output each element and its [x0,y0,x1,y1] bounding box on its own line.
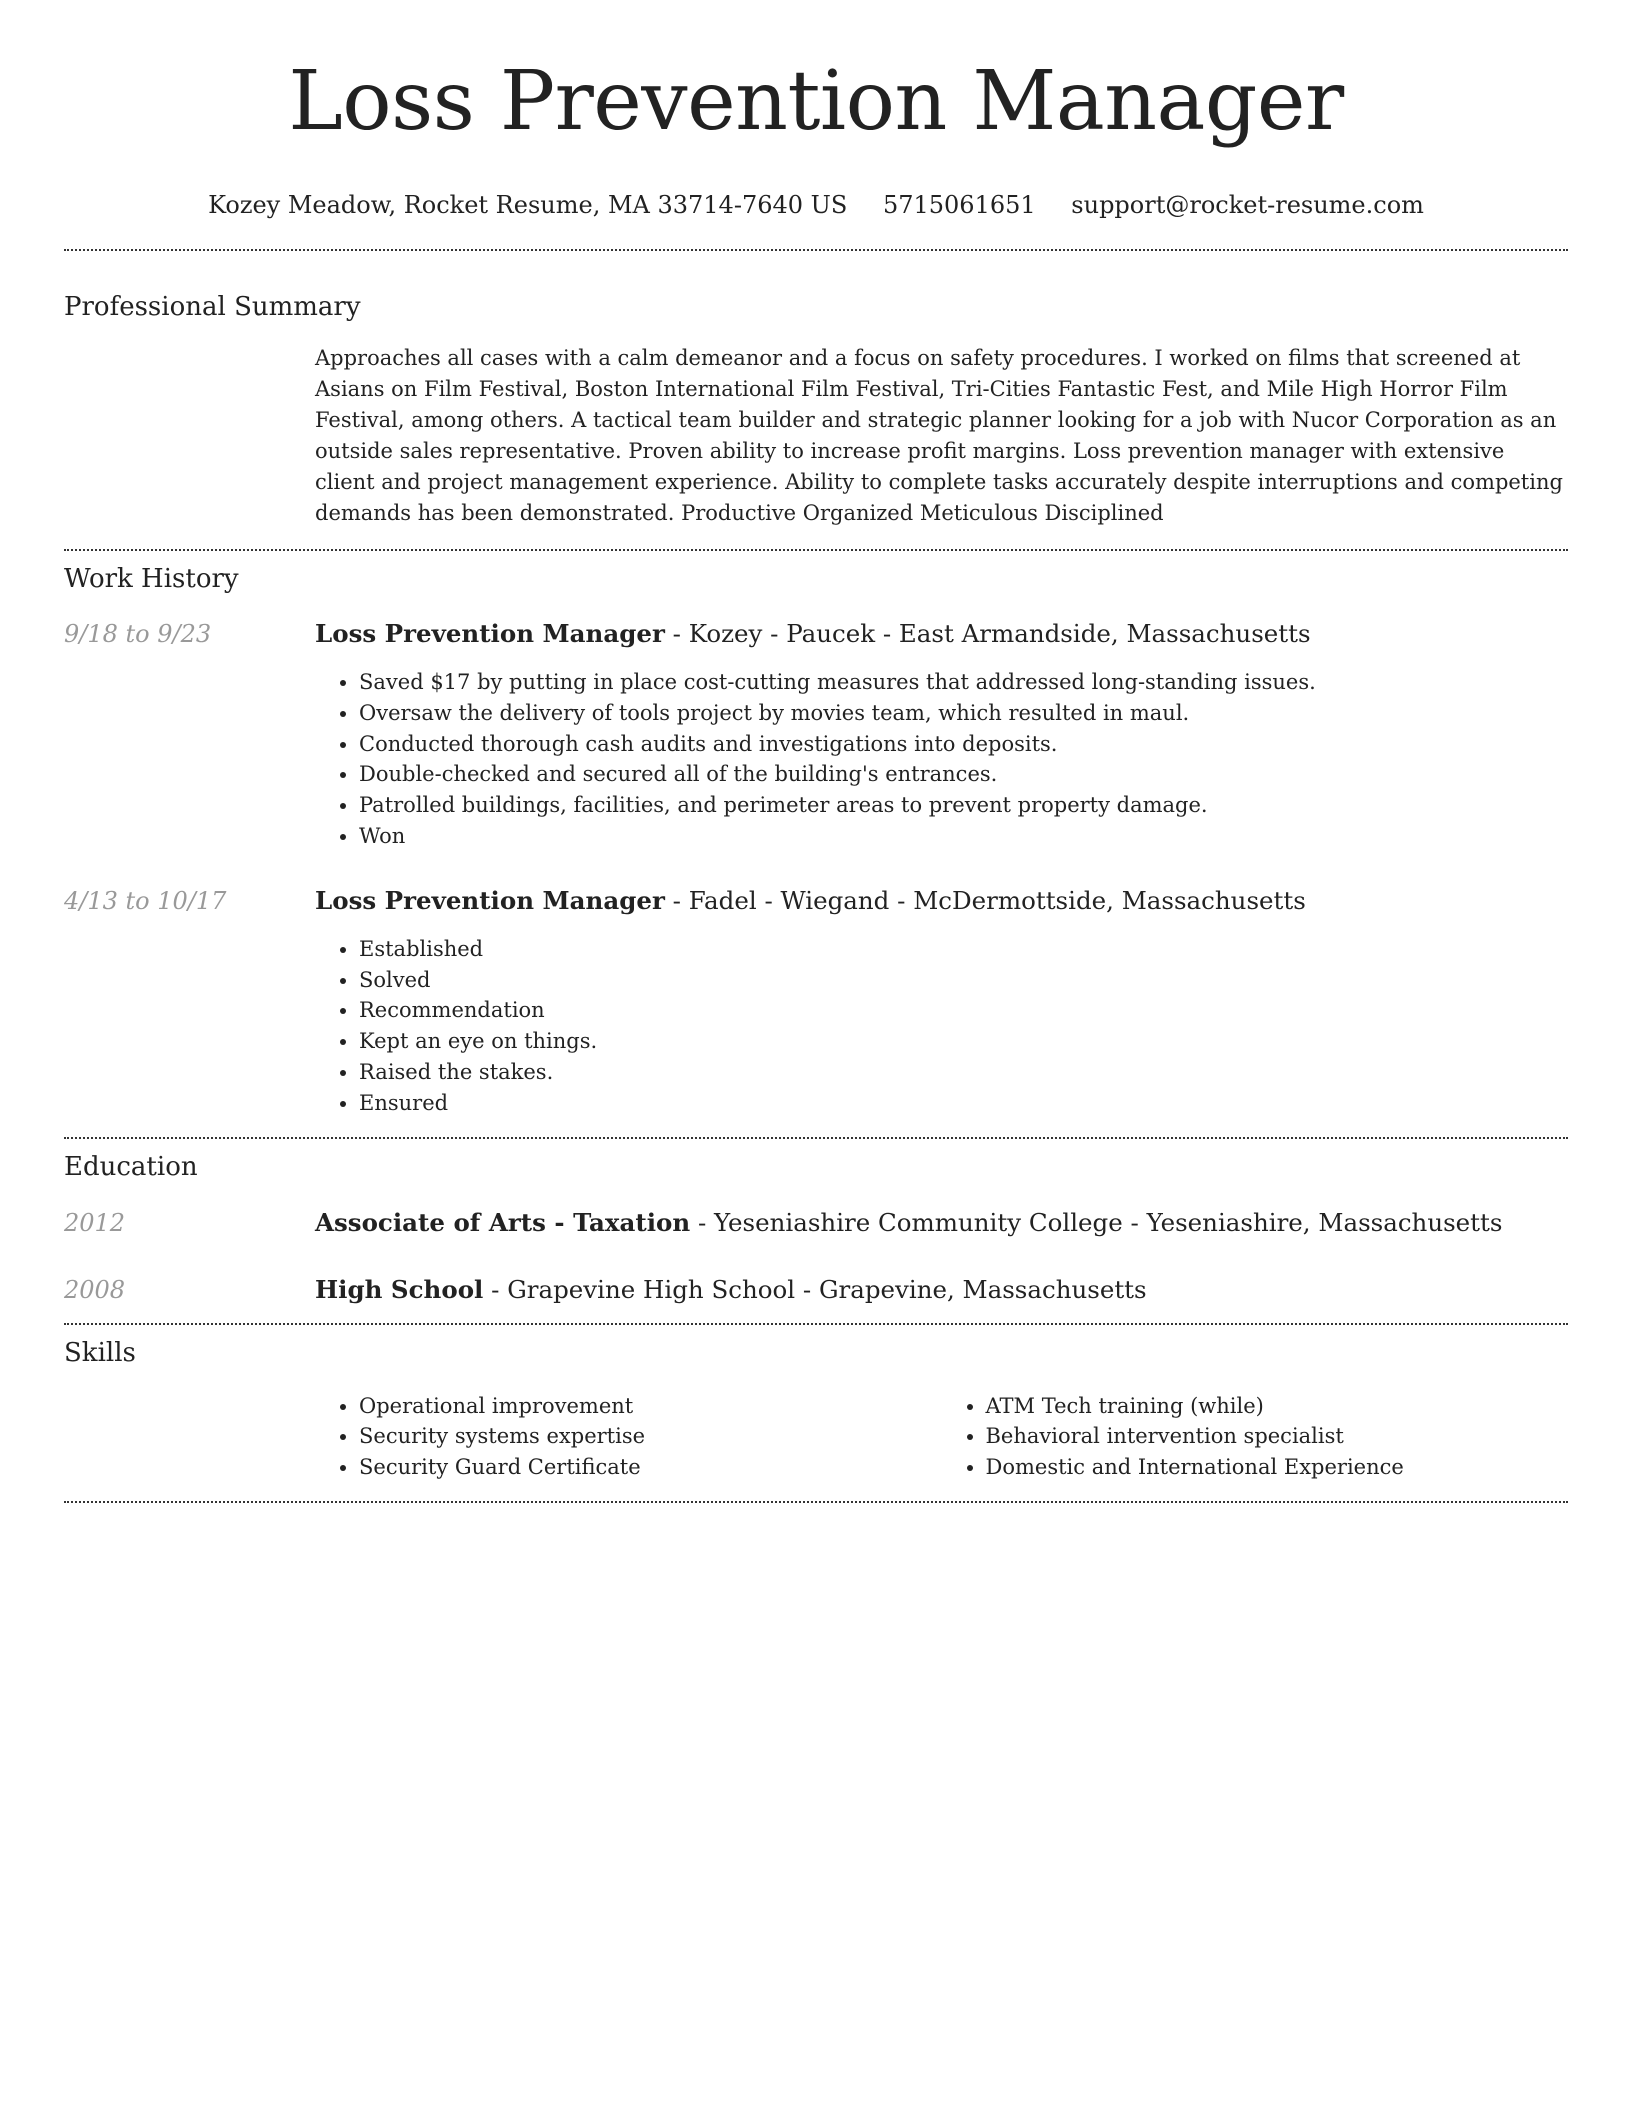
job-bullet: • Established [359,934,1568,965]
job-heading [315,619,1568,649]
job-bullet: • Recommendation [359,995,1568,1026]
education-entry [64,1275,1568,1305]
job-bullet: • Won [359,821,1568,852]
job-heading [315,886,1568,916]
job-dates: 4/13 to 10/17 [64,886,227,915]
section-title-summary: Professional Summary [64,292,361,322]
work-history-section [64,563,1568,1119]
education-degree: High School [315,1274,484,1304]
education-entry [64,1208,1568,1238]
skill-item: • Behavioral intervention specialist [986,1421,1569,1452]
resume-page [64,0,1568,1503]
education-details: - Grapevine High School - Grapevine, Massachusetts [483,1274,1147,1304]
skill-item: • Domestic and International Experience [986,1452,1569,1483]
job-bullet: • Saved $17 by putting in place cost-cutting measures that addressed long-standing issues. [359,667,1568,698]
job-entry [64,619,1568,852]
education-details: - Yeseniashire Community College - Yeseniashire, Massachusetts [690,1207,1503,1237]
contact-phone: 5715061651 [882,191,1036,219]
job-title: Loss Prevention Manager [315,885,665,915]
job-bullet: • Ensured [359,1088,1568,1119]
skills-columns [315,1391,1568,1483]
job-bullets [315,667,1568,852]
skill-item: • Security systems expertise [359,1421,942,1452]
divider [64,549,1568,551]
skills-section [64,1337,1568,1483]
job-bullet: • Conducted thorough cash audits and investigations into deposits. [359,729,1568,760]
education-degree: Associate of Arts - Taxation [315,1207,691,1237]
job-entry [64,886,1568,1119]
section-title-work: Work History [64,564,239,594]
section-title-skills: Skills [64,1337,136,1368]
job-bullet: • Patrolled buildings, facilities, and perimeter areas to prevent property damage. [359,790,1568,821]
job-bullet: • Double-checked and secured all of the building's entrances. [359,759,1568,790]
skill-item: • Operational improvement [359,1391,942,1422]
education-heading [315,1275,1568,1305]
job-bullets [315,934,1568,1119]
section-title-education: Education [64,1151,198,1182]
contact-email: support@rocket-resume.com [1071,191,1424,219]
divider [64,1501,1568,1503]
job-dates: 9/18 to 9/23 [64,620,212,648]
summary-section [64,291,1568,529]
job-details: - Fadel - Wiegand - McDermottside, Massachusetts [664,885,1306,915]
job-bullet: • Raised the stakes. [359,1057,1568,1088]
job-bullet: • Solved [359,965,1568,996]
job-bullet: • Kept an eye on things. [359,1026,1568,1057]
skills-list-right [942,1391,1569,1483]
resume-title: Loss Prevention Manager [288,54,1344,149]
skill-item: • ATM Tech training (while) [986,1391,1569,1422]
education-heading [315,1208,1568,1238]
divider [64,1323,1568,1325]
summary-text: Approaches all cases with a calm demeanor and a focus on safety procedures. I worked on films that screened at Asians on Film Festival, Boston International Film Festival, Tri-Cities Fantastic Fest, and Mile High Horror Film Festival, among others. A tactical team builder and strategic planner looking for a job with Nucor Corporation as an outside sales representative. Proven ability to increase profit margins. Loss prevention manager with extensive client and project management experience. Ability to complete tasks accurately despite interruptions and competing demands has been demonstrated. Productive Organized Meticulous Disciplined [315,346,1563,525]
divider [64,1137,1568,1139]
education-year: 2012 [64,1208,126,1237]
skills-list-left [315,1391,942,1483]
contact-line [64,190,1568,220]
job-bullet: • Oversaw the delivery of tools project by movies team, which resulted in maul. [359,698,1568,729]
job-title: Loss Prevention Manager [315,619,665,648]
education-section [64,1151,1568,1305]
education-year: 2008 [64,1275,126,1304]
skill-item: • Security Guard Certificate [359,1452,942,1483]
contact-address: Kozey Meadow, Rocket Resume, MA 33714-7640 US [208,191,848,219]
divider [64,249,1568,251]
job-details: - Kozey - Paucek - East Armandside, Massachusetts [664,619,1311,648]
